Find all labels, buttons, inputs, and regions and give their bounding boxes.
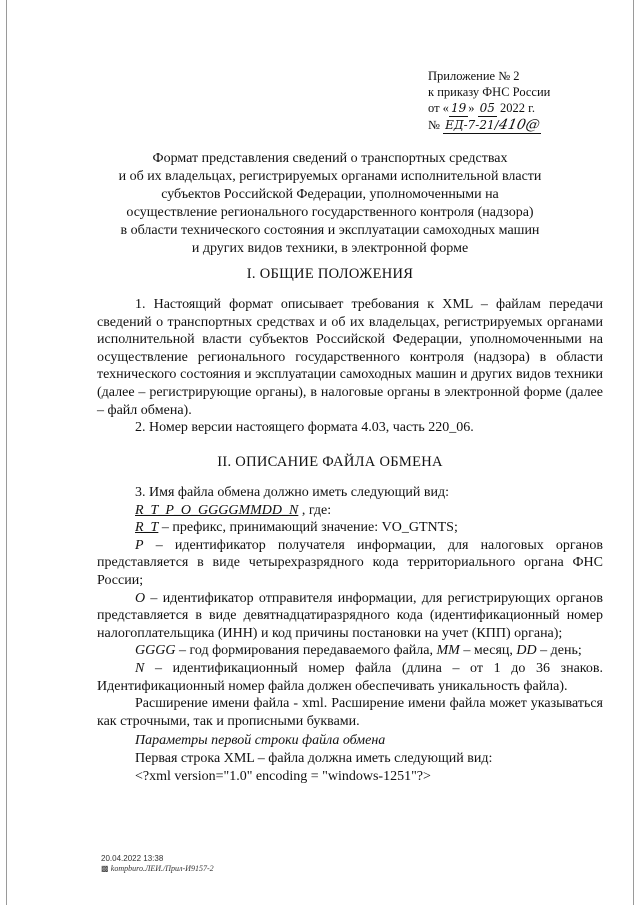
document-title (100, 150, 560, 258)
appendix-order-ref: к приказу ФНС России (428, 85, 551, 99)
left-scan-edge (6, 0, 7, 905)
appendix-block (428, 68, 550, 134)
filename-pattern: R_T_P_O_GGGGMMDD_N (135, 502, 299, 518)
footer-stamp (101, 854, 214, 874)
appendix-date: от « 19 » 05 2022 г. (428, 101, 535, 115)
p-definition: P – идентификатор получателя информации, для налоговых органов представляется в виде четырехразрядного кода территориального органа ФНС России; (97, 537, 603, 588)
date-year: 2022 г. (500, 101, 535, 115)
footer-timestamp: 20.04.2022 13:38 (101, 854, 164, 863)
section-1-body (97, 296, 603, 437)
title-line: осуществление регионального государственного контроля (надзора) (126, 205, 534, 220)
o-definition: O – идентификатор отправителя информации, для регистрирующих органов представляется в виде девятнадцатиразрядного кода (идентификационный номер налогоплательщика (ИНН) и код причины постановки на учет (КПП) органа); (97, 590, 603, 641)
order-number: ЕД-7-21/410@ (445, 117, 541, 133)
rt-definition: R_T – префикс, принимающий значение: VO_GTNTS; (135, 520, 458, 536)
section-1-heading: I. ОБЩИЕ ПОЛОЖЕНИЯ (246, 266, 414, 282)
title-line: и других видов техники, в электронной форме (191, 241, 469, 256)
n-definition: N – идентификационный номер файла (длина – от 1 до 36 знаков. Идентификационный номер файла должен обеспечивать уникальность файла). (97, 660, 603, 694)
section-2-body (97, 484, 603, 785)
first-line-text: Первая строка XML – файла должна иметь следующий вид: (135, 750, 493, 766)
filename-pattern-line: R_T_P_O_GGGGMMDD_N , где: (135, 502, 332, 518)
extension-paragraph: Расширение имени файла - xml. Расширение имени файла может указываться как строчными, так и прописными буквами. (97, 696, 603, 729)
footer-path-line (101, 864, 214, 874)
section-2-heading: II. ОПИСАНИЕ ФАЙЛА ОБМЕНА (217, 454, 443, 470)
date-definition: GGGG – год формирования передаваемого файла, MM – месяц, DD – день; (135, 643, 582, 659)
paragraph-2: 2. Номер версии настоящего формата 4.03, часть 220_06. (135, 420, 474, 436)
title-line: в области технического состояния и эксплуатации самоходных машин (120, 223, 540, 238)
xml-declaration: <?xml version="1.0" encoding = "windows-1251"?> (135, 768, 431, 784)
right-scan-edge (633, 0, 634, 905)
title-line: и об их владельцах, регистрируемых органами исполнительной власти (118, 169, 542, 184)
appendix-title: Приложение № 2 (428, 69, 520, 83)
paragraph-3: 3. Имя файла обмена должно иметь следующий вид: (135, 485, 450, 500)
footer-path: kompburo.ЛЕИ./Прил-И9157-2 (110, 864, 214, 873)
first-line-heading: Параметры первой строки файла обмена (135, 733, 386, 749)
date-month: 05 (479, 101, 495, 115)
title-line: Формат представления сведений о транспортных средствах (152, 151, 508, 166)
date-day: 19 (450, 101, 467, 115)
paragraph-1: 1. Настоящий формат описывает требования к XML – файлам передачи сведений о транспортных средствах и об их владельцах, регистрируемых органами исполнительной власти субъектов Российской Федерации, уполномоченными на осуществление регионального государственного контроля (надзора) в области технического состояния и эксплуатации самоходных машин и других видов техники (далее – регистрирующие органы), в налоговые органы в электронной форме (далее – файл обмена). (97, 297, 603, 418)
title-line: субъектов Российской Федерации, уполномоченными на (161, 187, 499, 202)
file-icon: ▩ (101, 864, 109, 873)
appendix-number: № ЕД-7-21/410@ (428, 117, 541, 133)
